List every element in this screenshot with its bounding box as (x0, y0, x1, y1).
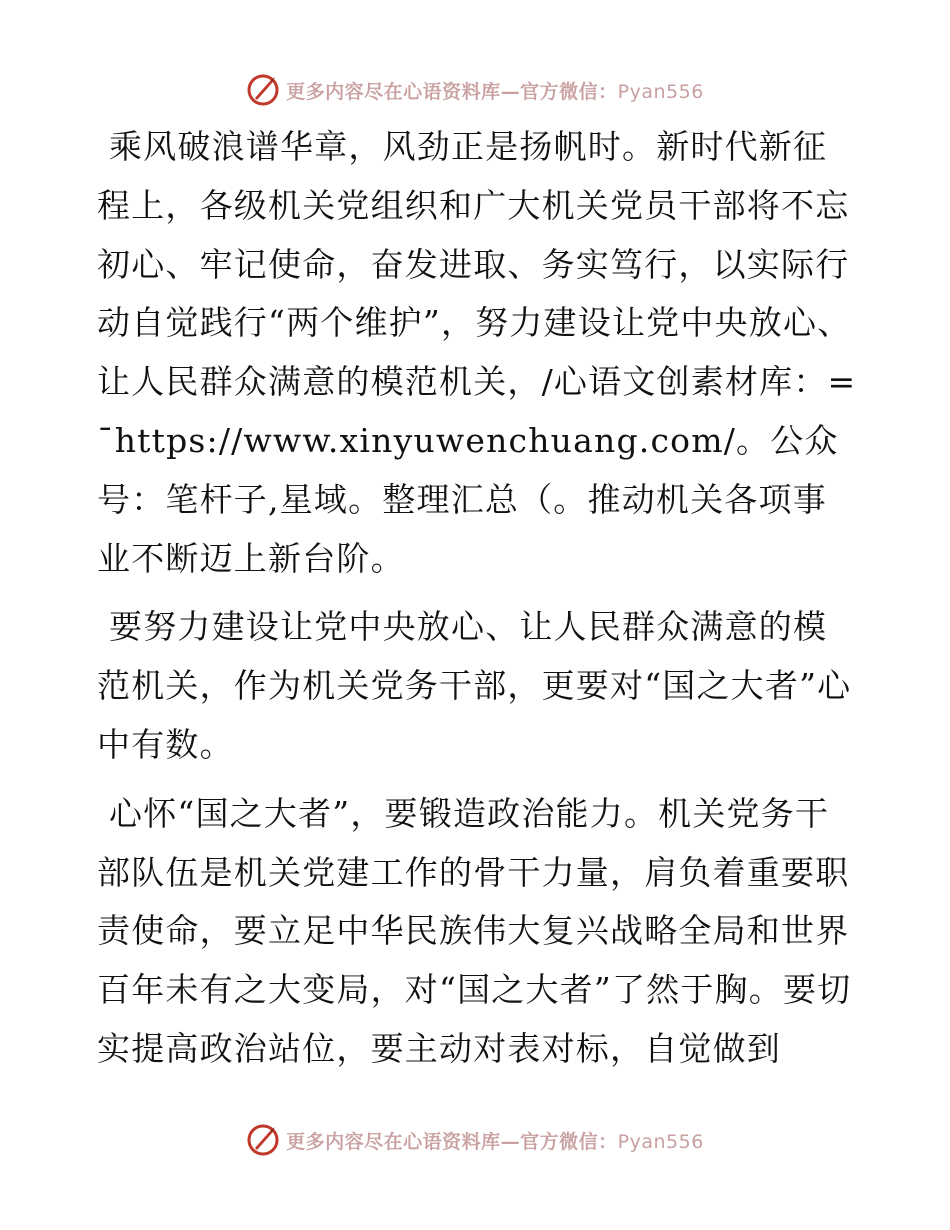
footer-banner-id: Pyan556 (617, 1130, 704, 1153)
quill-logo-icon (246, 1123, 280, 1157)
header-banner (0, 70, 950, 110)
paragraph-2: 要努力建设让党中央放心、让人民群众满意的模范机关，作为机关党务干部，更要对“国之大者”心中有数。 (97, 607, 852, 764)
paragraph-1: 乘风破浪谱华章，风劲正是扬帆时。新时代新征程上，各级机关党组织和广大机关党员干部将不忘初心、牢记使命，奋发进取、务实笃行，以实际行动自觉践行“两个维护”，努力建设让党中央放心、让人民群众满意的模范机关，/心语文创素材库：=¯https://www.xinyuwenchuang.com/。公众号：笔杆子,星域。整理汇总（。推动机关各项事业不断迈上新台阶。 (97, 127, 857, 578)
header-banner-text: 更多内容尽在心语资料库—官方微信：Pyan556 (286, 80, 704, 103)
quill-logo-icon (246, 73, 280, 107)
header-banner-id: Pyan556 (617, 80, 704, 103)
document-body (97, 118, 857, 1089)
footer-banner-text: 更多内容尽在心语资料库—官方微信：Pyan556 (286, 1130, 704, 1153)
footer-banner (0, 1120, 950, 1160)
paragraph-3: 心怀“国之大者”，要锻造政治能力。机关党务干部队伍是机关党建工作的骨干力量，肩负着重要职责使命，要立足中华民族伟大复兴战略全局和世界百年未有之大变局，对“国之大者”了然于胸。要切实提高政治站位，要主动对表对标，自觉做到 (97, 793, 852, 1068)
